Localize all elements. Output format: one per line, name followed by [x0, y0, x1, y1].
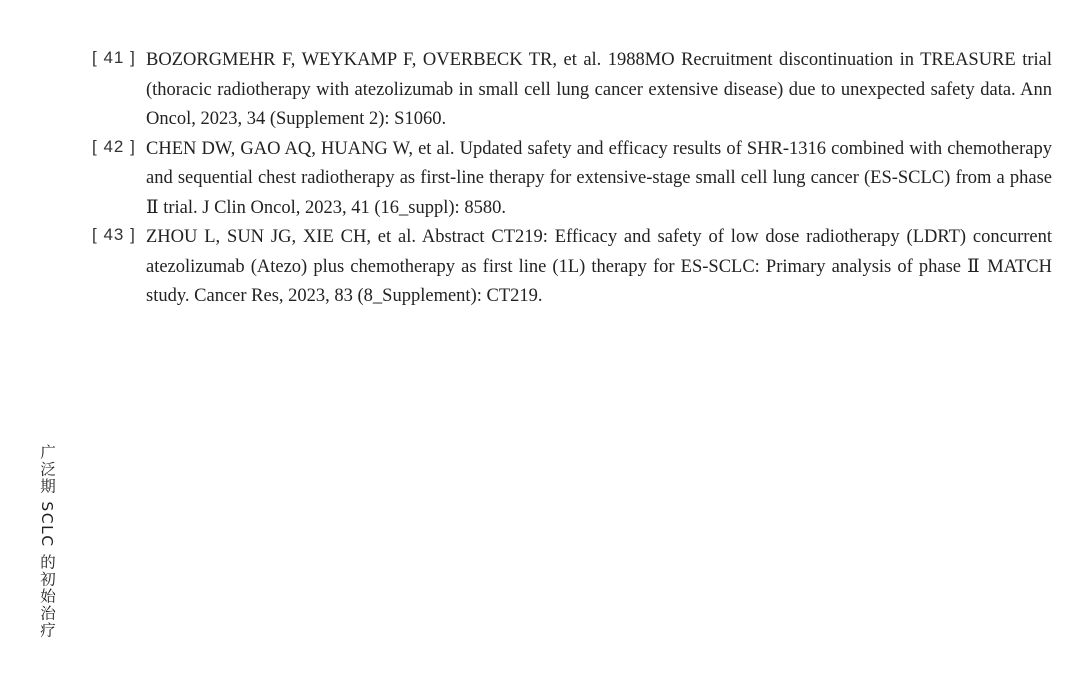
- reference-text: CHEN DW, GAO AQ, HUANG W, et al. Updated safety and efficacy results of SHR-1316 combined with chemotherapy and sequential chest radiotherapy as first-line therapy for extensive-stage small cell lung cancer (ES-SCLC) from a phase Ⅱ trial. J Clin Oncol, 2023, 41 (16_suppl): 8580.: [146, 138, 1052, 218]
- reference-number: [ 41 ]: [92, 48, 136, 67]
- chapter-side-label: 广泛期 SCLC 的初始治疗: [38, 444, 56, 639]
- reference-41: [92, 46, 1052, 135]
- reference-text: BOZORGMEHR F, WEYKAMP F, OVERBECK TR, et al. 1988MO Recruitment discontinuation in TREASURE trial (thoracic radiotherapy with atezolizumab in small cell lung cancer extensive disease) due to unexpected safety data. Ann Oncol, 2023, 34 (Supplement 2): S1060.: [146, 50, 1052, 129]
- reference-text: ZHOU L, SUN JG, XIE CH, et al. Abstract CT219: Efficacy and safety of low dose radiotherapy (LDRT) concurrent atezolizumab (Atezo) plus chemotherapy as first line (1L) therapy for ES-SCLC: Primary analysis of phase Ⅱ MATCH study. Cancer Res, 2023, 83 (8_Supplement): CT219.: [146, 227, 1052, 306]
- reference-42: [92, 135, 1052, 224]
- reference-43: [92, 223, 1052, 312]
- reference-number: [ 42 ]: [92, 136, 136, 156]
- reference-number: [ 43 ]: [92, 225, 136, 244]
- reference-list: [92, 46, 1052, 312]
